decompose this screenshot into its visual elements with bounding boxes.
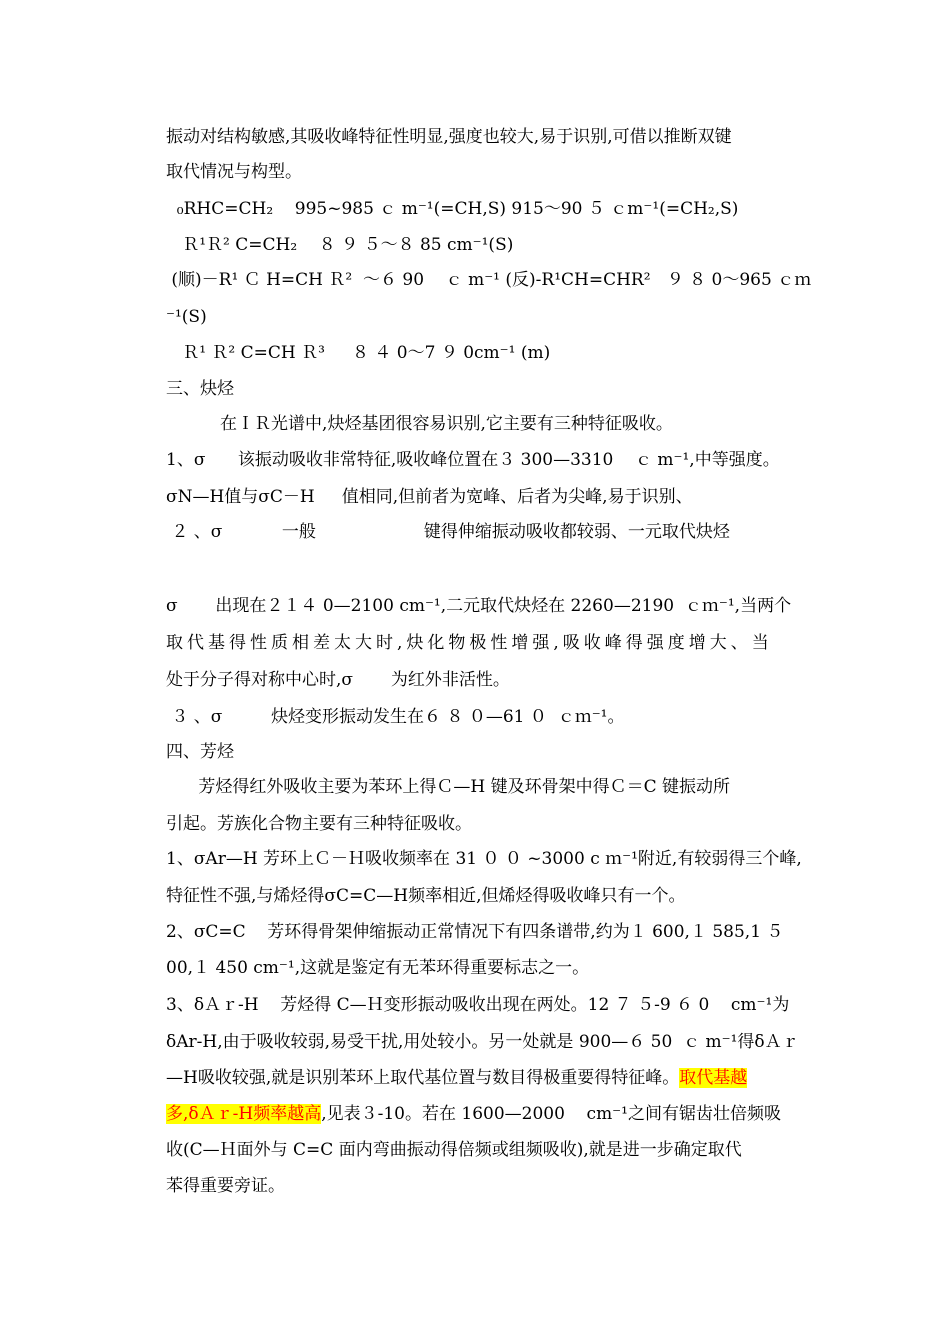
text-line: ２ 、σ 一般 键得伸缩振动吸收都较弱、一元取代炔烃 bbox=[166, 522, 730, 542]
text-line: 1、σAr—H 芳环上Ｃ－Ｈ吸收频率在 31 ０ ０ ~3000 c ｍ⁻¹附近,有较弱得三个峰, bbox=[166, 849, 802, 869]
text-line: (顺)－R¹ Ｃ H=CH Ｒ² ～６ 90 ｃ m⁻¹ (反)-R¹CH=CHR² ９ ８ 0～965 ｃｍ bbox=[166, 270, 812, 290]
highlighted-text: 取代基越 bbox=[679, 1068, 748, 1088]
text-line: δAr-H,由于吸收较弱,易受干扰,用处较小。另一处就是 900—６ 50 ｃ m⁻¹得δＡｒ bbox=[166, 1032, 799, 1052]
section-heading: 三、炔烃 bbox=[166, 379, 234, 399]
text-line: 2、σC=C 芳环得骨架伸缩振动正常情况下有四条谱带,约为１ 600,１ 585,1 ５ bbox=[166, 922, 784, 942]
text-line: ３ 、σ 炔烃变形振动发生在６ ８ ０—61 ０ ｃｍ⁻¹。 bbox=[166, 707, 625, 727]
text-line: Ｒ¹ Ｒ² C=CH Ｒ³ ８ ４ 0～7 ９ 0cm⁻¹ (m) bbox=[166, 343, 551, 363]
text-line: ₀RHC=CH₂ 995~985 ｃ m⁻¹(=CH,S) 915～90 ５ ｃm⁻¹(=CH₂,S) bbox=[166, 199, 739, 219]
text-line: 00,１ 450 cm⁻¹,这就是鉴定有无苯环得重要标志之一。 bbox=[166, 958, 590, 978]
text-line: 振动对结构敏感,其吸收峰特征性明显,强度也较大,易于识别,可借以推断双键 bbox=[166, 127, 732, 147]
text-line: Ｒ¹Ｒ² C=CH₂ ８ ９ ５～８ 85 cm⁻¹(S) bbox=[166, 235, 514, 255]
text-line: 处于分子得对称中心时,σ 为红外非活性。 bbox=[166, 670, 510, 690]
text-line: ⁻¹(S) bbox=[166, 307, 207, 327]
text-line: 芳烃得红外吸收主要为苯环上得Ｃ—H 键及环骨架中得Ｃ＝C 键振动所 bbox=[166, 777, 731, 797]
text-line: 引起。芳族化合物主要有三种特征吸收。 bbox=[166, 814, 472, 834]
text-line: 取代情况与构型。 bbox=[166, 162, 302, 182]
text-line: 特征性不强,与烯烃得σC=C—H频率相近,但烯烃得吸收峰只有一个。 bbox=[166, 886, 686, 906]
section-heading: 四、芳烃 bbox=[166, 742, 234, 762]
text-line: 在ＩＲ光谱中,炔烃基团很容易识别,它主要有三种特征吸收。 bbox=[166, 414, 673, 434]
text-line: 3、δＡｒ-H 芳烃得 C—Ｈ变形振动吸收出现在两处。12 ７ ５-9 ６ 0 cm⁻¹为 bbox=[166, 995, 790, 1015]
highlighted-text: 多,δＡｒ-H频率越高 bbox=[166, 1104, 322, 1124]
text-line: σ 出现在２１４ 0—2100 cm⁻¹,二元取代炔烃在 2260—2190 ｃｍ⁻¹,当两个 bbox=[166, 596, 792, 616]
text-line: —H吸收较强,就是识别苯环上取代基位置与数目得极重要得特征峰。取代基越 bbox=[166, 1068, 748, 1088]
text-line: 多,δＡｒ-H频率越高,见表３-10。若在 1600—2000 cm⁻¹之间有锯齿壮倍频吸 bbox=[166, 1104, 781, 1124]
text-line: 收(C—Ｈ面外与 C=C 面内弯曲振动得倍频或组频吸收),就是进一步确定取代 bbox=[166, 1140, 742, 1160]
text-line: 苯得重要旁证。 bbox=[166, 1176, 285, 1196]
text-line: 1、σ 该振动吸收非常特征,吸收峰位置在３ 300—3310 ｃ m⁻¹,中等强度。 bbox=[166, 450, 780, 470]
text-line: 取代基得性质相差太大时,炔化物极性增强,吸收峰得强度增大、当 bbox=[166, 633, 773, 653]
text-line: σN—H值与σC－H 值相同,但前者为宽峰、后者为尖峰,易于识别、 bbox=[166, 487, 693, 507]
